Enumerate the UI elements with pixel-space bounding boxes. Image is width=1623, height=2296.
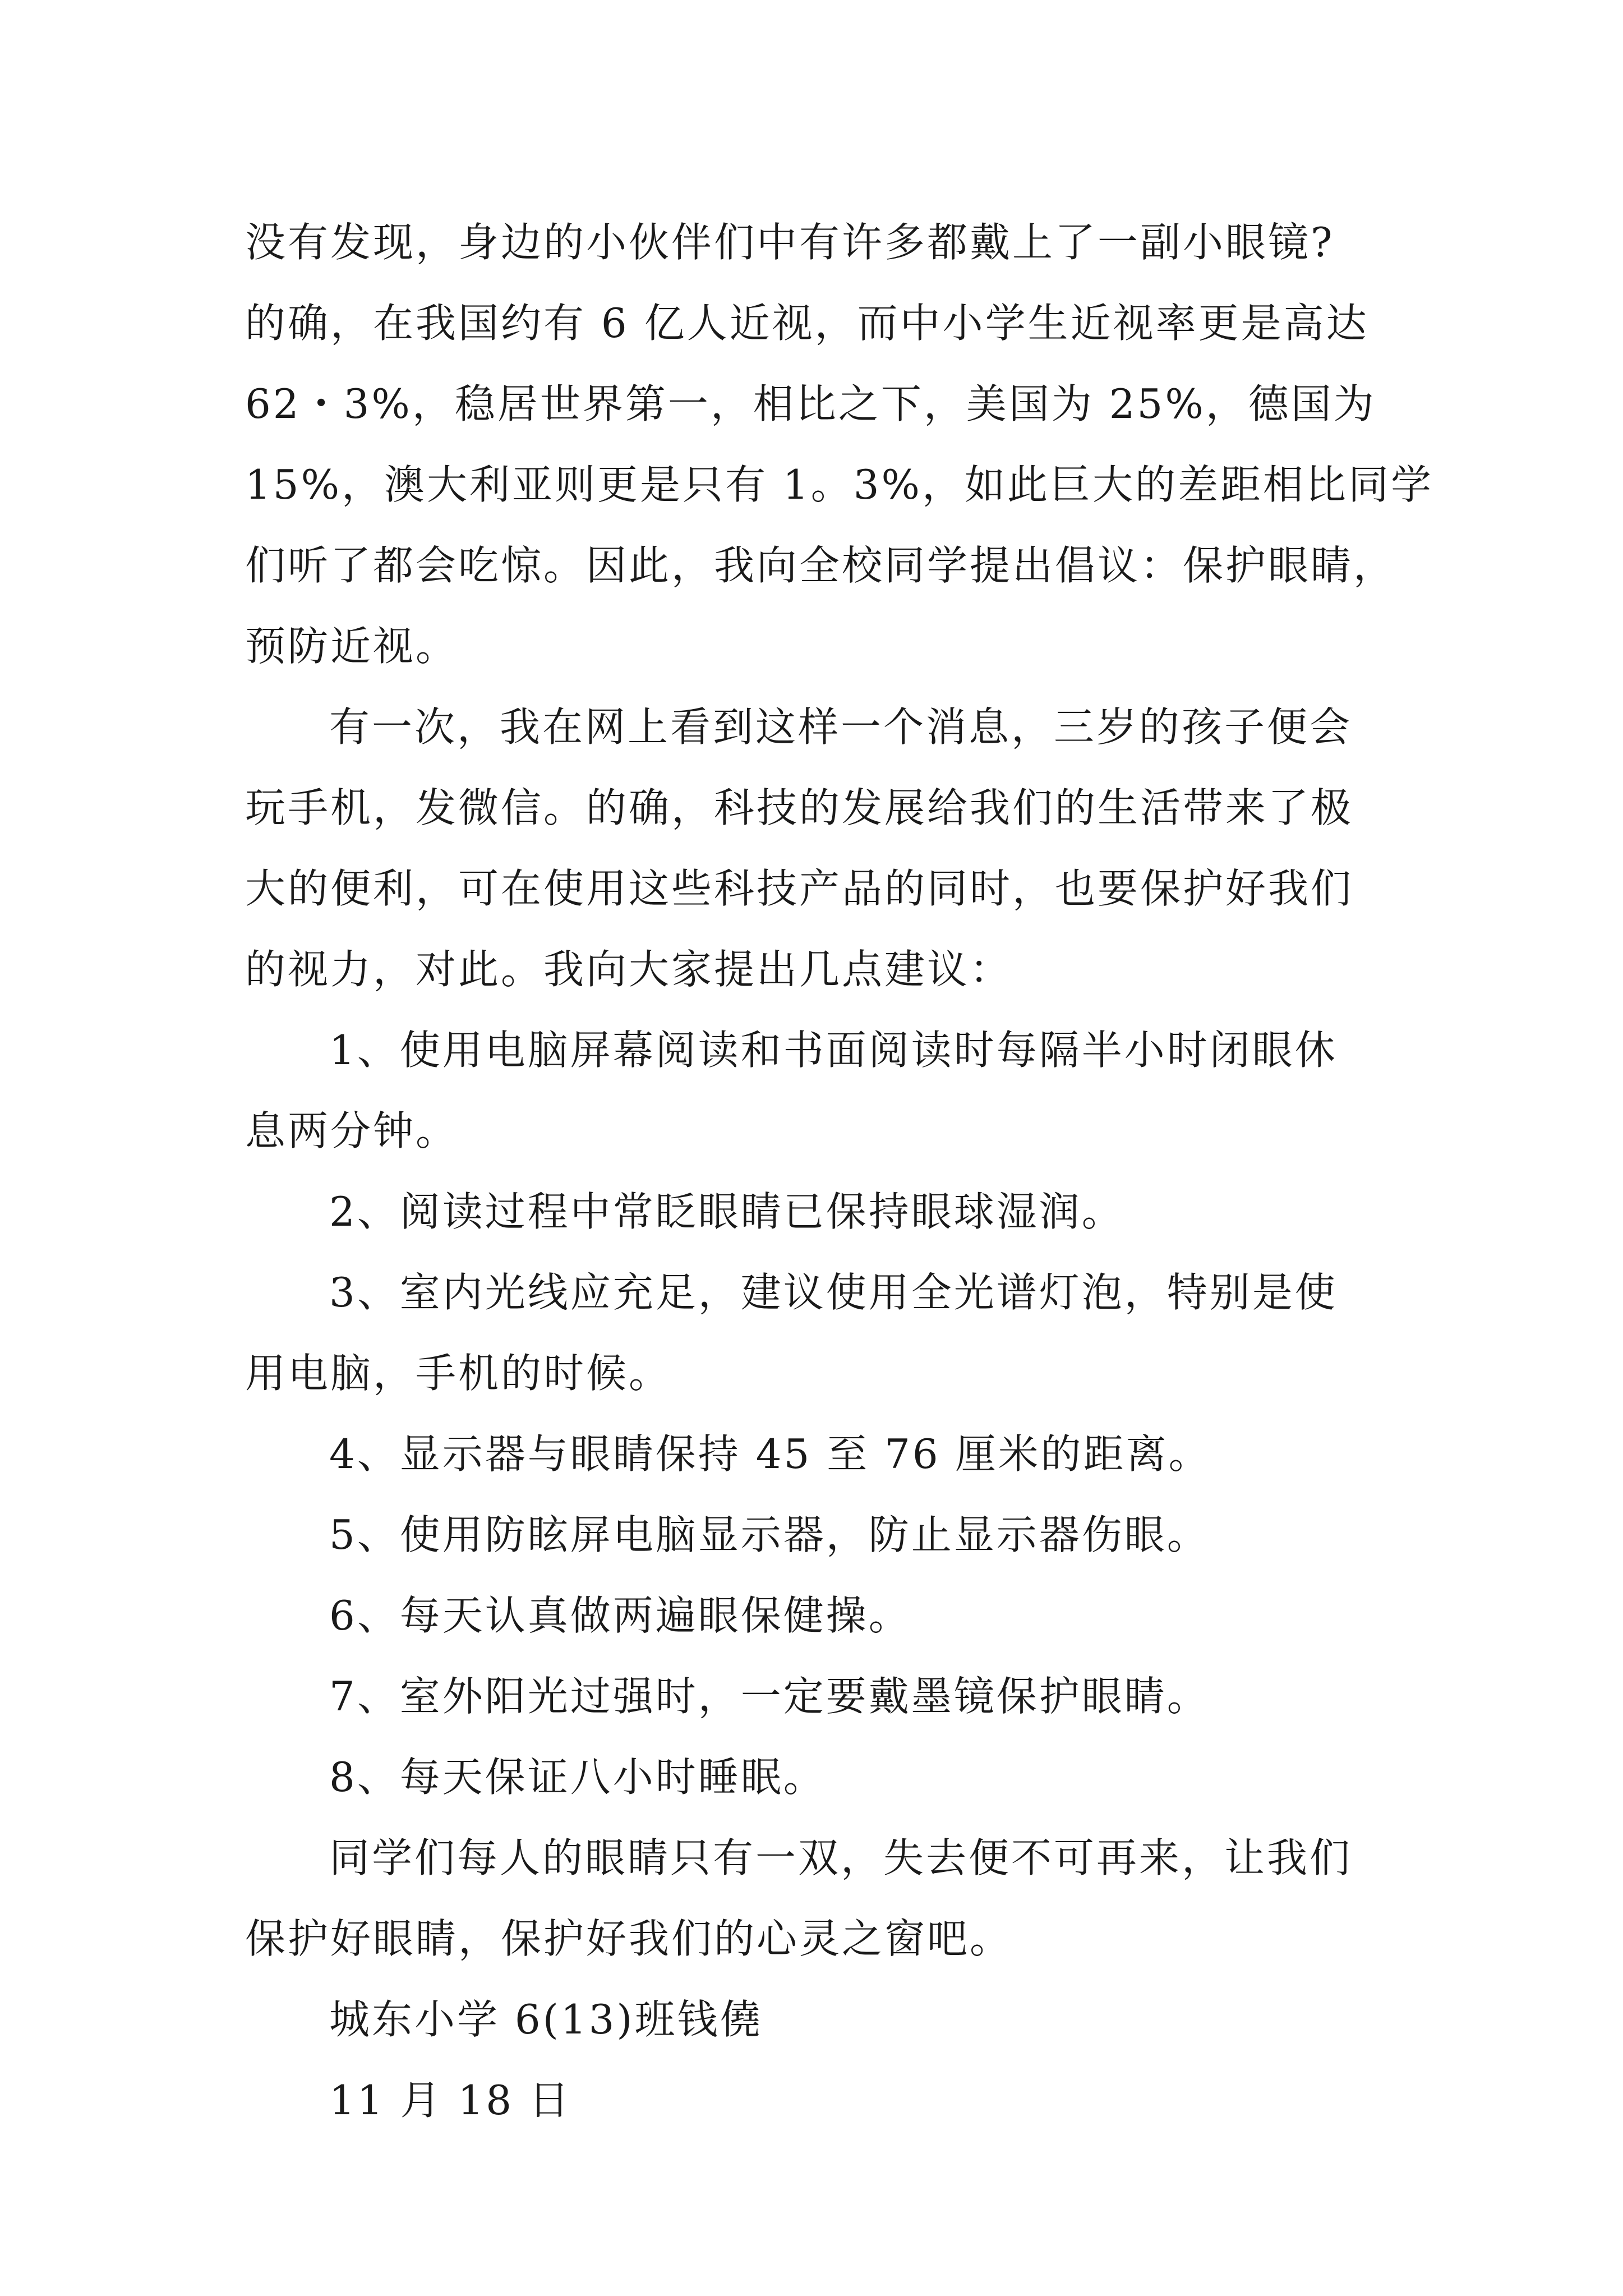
text-line: 62・3%，稳居世界第一，相比之下，美国为 25%，德国为 (245, 380, 1376, 427)
text-line: 1、使用电脑屏幕阅读和书面阅读时每隔半小时闭眼休 (329, 1027, 1338, 1074)
text-line: 预防近视。 (245, 623, 459, 670)
suggestion-item-1 (245, 1010, 1386, 1171)
document-body (245, 202, 1433, 2141)
text-line: 11 月 18 日 (329, 2077, 571, 2124)
text-line: 的确，在我国约有 6 亿人近视，而中小学生近视率更是高达 (245, 300, 1369, 347)
text-line: 用电脑，手机的时候。 (245, 1350, 672, 1397)
paragraph-intro (245, 202, 1433, 687)
text-line: 15%，澳大利亚则更是只有 1。3%，如此巨大的差距相比同学 (245, 461, 1433, 508)
text-line: 同学们每人的眼睛只有一双，失去便不可再来，让我们 (329, 1834, 1353, 1881)
suggestion-item-4 (245, 1414, 1386, 1494)
suggestion-item-7 (245, 1656, 1386, 1737)
text-line: 5、使用防眩屏电脑显示器，防止显示器伤眼。 (329, 1511, 1210, 1558)
text-line: 大的便利，可在使用这些科技产品的同时，也要保护好我们 (245, 865, 1354, 912)
text-line: 没有发现，身边的小伙伴们中有许多都戴上了一副小眼镜? (245, 219, 1335, 266)
text-line: 4、显示器与眼睛保持 45 至 76 厘米的距离。 (329, 1430, 1211, 1478)
text-line: 的视力，对此。我向大家提出几点建议： (245, 946, 1013, 993)
text-line: 6、每天认真做两遍眼保健操。 (329, 1592, 911, 1639)
text-line: 玩手机，发微信。的确，科技的发展给我们的生活带来了极 (245, 784, 1354, 831)
suggestion-item-8 (245, 1737, 1386, 1818)
text-line: 息两分钟。 (245, 1107, 459, 1154)
suggestion-item-5 (245, 1494, 1386, 1575)
text-line: 保护好眼睛，保护好我们的心灵之窗吧。 (245, 1915, 1013, 1962)
text-line: 8、每天保证八小时睡眠。 (329, 1754, 826, 1801)
text-line: 2、阅读过程中常眨眼睛已保持眼球湿润。 (329, 1188, 1124, 1235)
text-line: 城东小学 6(13)班钱僥 (329, 1996, 763, 2043)
text-line: 们听了都会吃惊。因此，我向全校同学提出倡议：保护眼睛， (245, 542, 1396, 589)
paragraph-story (245, 687, 1386, 1010)
suggestion-item-2 (245, 1171, 1386, 1252)
suggestion-item-6 (245, 1575, 1386, 1656)
paragraph-closing (245, 1818, 1386, 1979)
signature-author (245, 1979, 1386, 2060)
text-line: 7、室外阳光过强时，一定要戴墨镜保护眼睛。 (329, 1673, 1210, 1720)
text-line: 有一次，我在网上看到这样一个消息，三岁的孩子便会 (329, 703, 1353, 751)
text-line: 3、室内光线应充足，建议使用全光谱灯泡，特别是使 (329, 1269, 1338, 1316)
suggestion-item-3 (245, 1252, 1386, 1414)
signature-date (245, 2060, 1386, 2141)
